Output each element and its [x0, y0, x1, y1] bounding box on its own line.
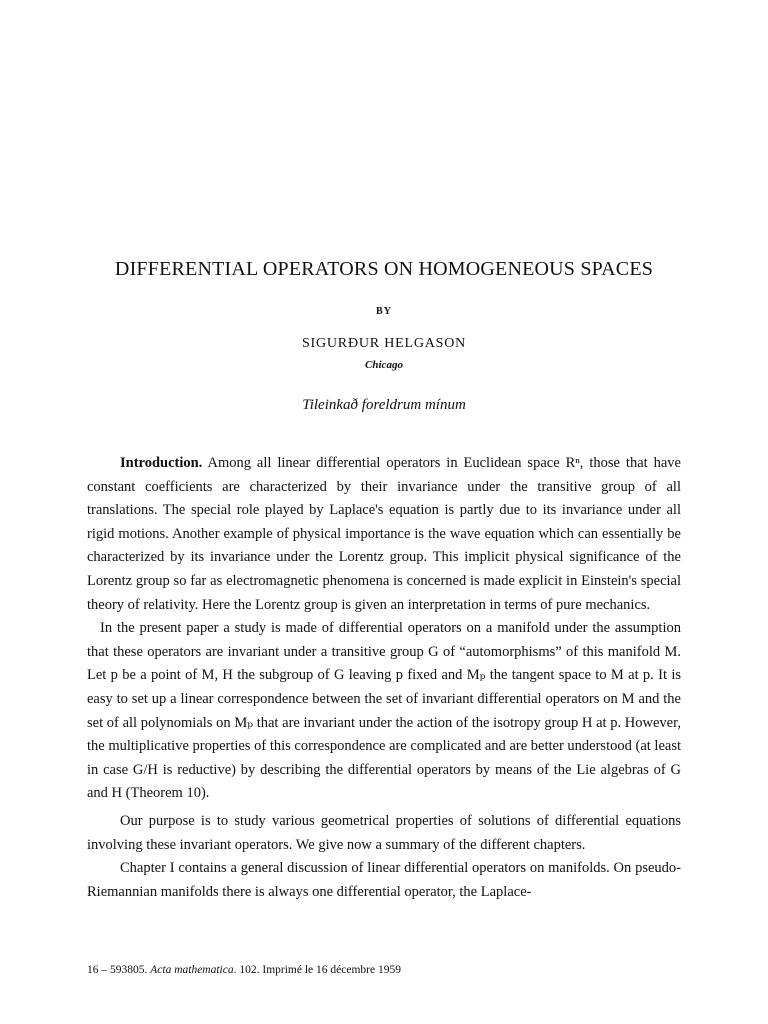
journal-name: Acta mathematica: [150, 964, 234, 976]
by-line: BY: [376, 306, 392, 317]
author-affiliation: Chicago: [365, 359, 403, 371]
paper-title: DIFFERENTIAL OPERATORS ON HOMOGENEOUS SPACES: [114, 258, 654, 280]
footer-prefix: 16 – 593805.: [87, 964, 151, 976]
paragraph-text: Among all linear differential operators in Euclidean space Rⁿ, those that have constant coefficients are characterized by their invariance under the transitive group of all translations. The special role played by Laplace's equation is partly due to its invariance under all rigid motions. Another example of physical importance is the wave equation which can essentially be characterized by its invariance under the Lorentz group. This implicit physical significance of the Lorentz group so far as electromagnetic phenomena is concerned is made explicit in Einstein's special theory of relativity. Here the Lorentz group is given an interpretation in terms of pure mechanics.: [87, 455, 681, 613]
body-text: [87, 452, 681, 904]
page-footer: [87, 964, 401, 976]
dedication: Tileinkað foreldrum mínum: [302, 397, 466, 413]
footer-suffix: . 102. Imprimé le 16 décembre 1959: [233, 964, 401, 976]
author-name: SIGURÐUR HELGASON: [301, 336, 467, 351]
introduction-label: Introduction.: [120, 455, 203, 471]
introduction-paragraph: [87, 452, 681, 617]
paragraph: Chapter I contains a general discussion of linear differential operators on manifolds. On pseudo-Riemannian manifolds there is always one differential operator, the Laplace-: [87, 860, 681, 900]
paragraph: Our purpose is to study various geometrical properties of solutions of differential equations involving these invariant operators. We give now a summary of the different chapters.: [87, 812, 681, 853]
paragraph: In the present paper a study is made of differential operators on a manifold under the assumption that these operators are invariant under a transitive group G of “automorphisms” of this manifold M. Let p be a point of M, H the subgroup of G leaving p fixed and Mₚ the tangent space to M at p. It is easy to set up a linear correspondence between the set of invariant differential operators on M and the set of all polynomials on Mₚ that are invariant under the action of the isotropy group H at p. However, the multiplicative properties of this correspondence are complicated and are better understood (at least in case G/H is reductive) by describing the differential operators by means of the Lie algebras of G and H (Theorem 10).: [87, 620, 681, 802]
